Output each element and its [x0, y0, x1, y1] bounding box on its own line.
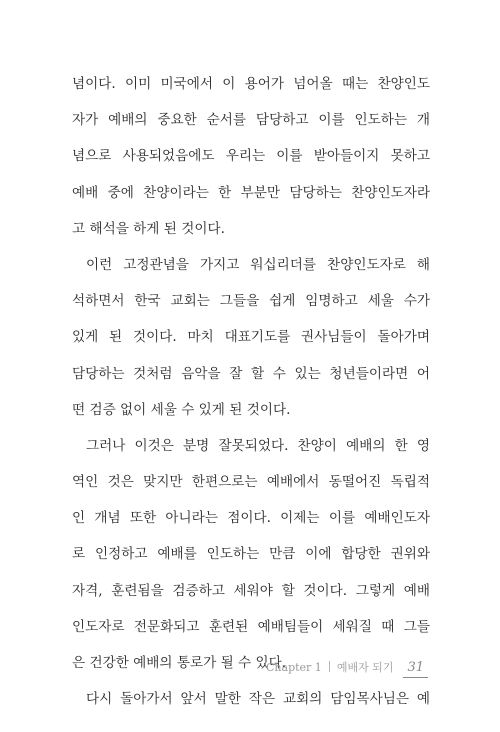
text-line: 고 해석을 하게 된 것이다. — [72, 220, 225, 237]
text-line: 은 건강한 예배의 통로가 될 수 있다. — [72, 655, 287, 671]
text-line: 로 인정하고 예배를 인도하는 만큼 이에 합당한 권위와 — [72, 546, 430, 563]
text-line: 예배 중에 찬양이라는 한 부분만 담당하는 찬양인도자라 — [72, 184, 430, 201]
text-line: 념으로 사용되었음에도 우리는 이를 받아들이지 못하고 — [72, 148, 430, 165]
book-title: 예배자 되기 — [336, 661, 394, 674]
footer-divider — [329, 661, 330, 672]
text-line: 석하면서 한국 교회는 그들을 쉽게 임명하고 세울 수가 — [72, 293, 430, 310]
text-line: 이런 고정관념을 가지고 워십리더를 찬양인도자로 해 — [86, 256, 430, 273]
text-line: 자격, 훈련됨을 검증하고 세워야 할 것이다. 그렇게 예배 — [72, 582, 430, 599]
text-line: 다시 돌아가서 앞서 말한 작은 교회의 담임목사님은 예 — [86, 691, 430, 708]
text-line: 담당하는 것처럼 음악을 잘 할 수 있는 청년들이라면 어 — [72, 365, 430, 382]
text-line: 인 개념 또한 아니라는 점이다. 이제는 이를 예배인도자 — [72, 510, 430, 527]
text-line: 역인 것은 맞지만 한편으로는 예배에서 동떨어진 독립적 — [72, 474, 430, 491]
page-number: 31 — [403, 660, 428, 678]
text-line: 인도자로 전문화되고 훈련된 예배팀들이 세워질 때 그들 — [72, 618, 430, 635]
text-line: 그러나 이것은 분명 잘못되었다. 찬양이 예배의 한 영 — [86, 437, 430, 454]
body-text — [72, 66, 430, 717]
chapter-label: Chapter 1 — [266, 661, 322, 674]
text-line: 있게 된 것이다. 마치 대표기도를 권사님들이 돌아가며 — [72, 329, 430, 346]
text-line: 떤 검증 없이 세울 수 있게 된 것이다. — [72, 401, 291, 418]
running-footer — [266, 659, 428, 683]
text-line: 자가 예배의 중요한 순서를 담당하고 이를 인도하는 개 — [72, 112, 430, 129]
text-line: 념이다. 이미 미국에서 이 용어가 넘어올 때는 찬양인도 — [72, 76, 430, 92]
